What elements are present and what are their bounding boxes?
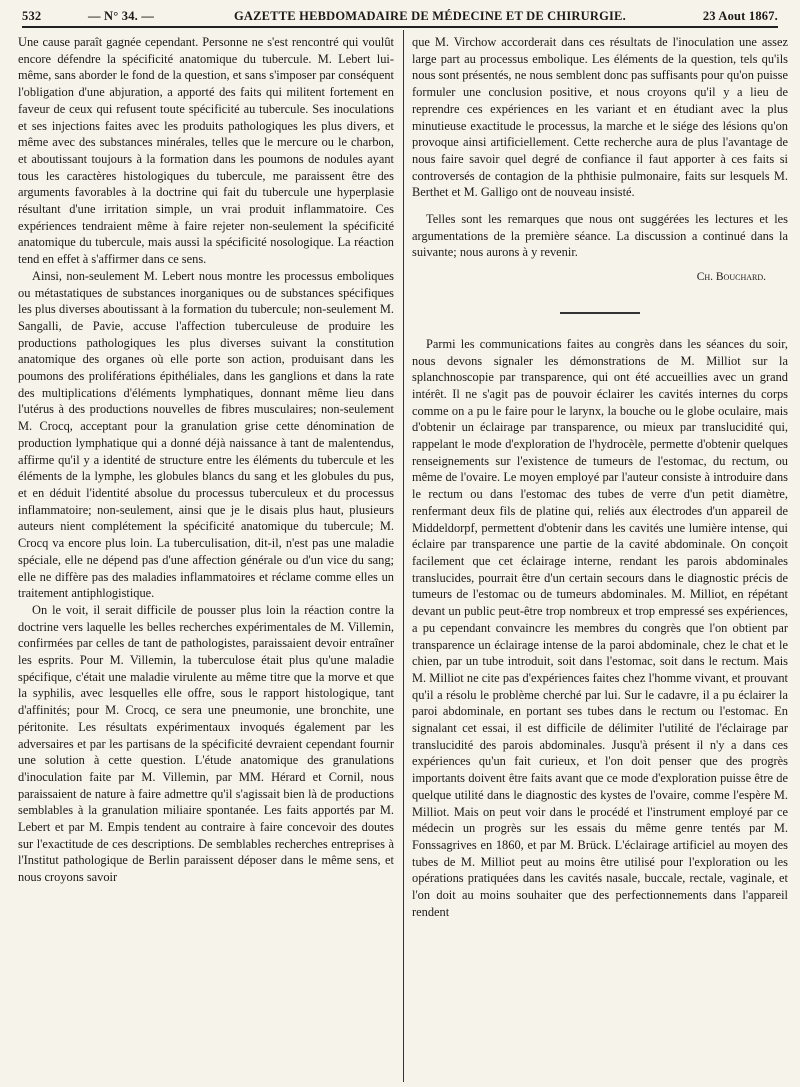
paragraph: que M. Virchow accorderait dans ces résultats de l'inoculation une assez large part au processus embolique. Les éléments de la question, tels qu'ils nous sont présentés, ne nous semblent donc pas suffisants pour qu'on puisse formuler une conclusion positive, et nous croyons qu'il y a lieu de reprendre ces expériences en les variant et en étudiant avec la plus minutieuse exactitude le processus, la marche et le siége des lésions qu'on provoque ainsi artificiellement. Cette recherche aura de plus l'avantage de nous faire savoir quel degré de confiance il faut apporter à ces faits si controversés de contagion de la phthisie pulmonaire, faits sur lesquels M. Berthet et M. Galligo ont de nouveau insisté. — [412, 35, 788, 200]
right-column — [412, 34, 788, 920]
issue-date: 23 Aout 1867. — [702, 9, 778, 23]
page-number: 532 — [22, 9, 42, 23]
author-signature: Ch. Bouchard. — [696, 271, 766, 284]
issue-number: — N° 34. — — [88, 9, 155, 23]
paragraph: Ainsi, non-seulement M. Lebert nous montre les processus emboliques ou métastatiques de substances inorganiques ou de substances spécifiques les plus diverses aboutissant à la formation du tubercule; non-seulement M. Sangalli, de Pavie, accuse l'affection tuberculeuse de produire les productions pathologiques les plus diverses suivant la constitution anatomique des organes où elle porte son action, produisant dans les poumons des proliférations épithéliales, dans les ganglions et dans la rate des multiplications d'éléments lymphatiques, donnant même lieu dans l'utérus à des productions nouvelles de fibres musculaires; non-seulement M. Crocq, acceptant pour la granulation grise cette dénomination de production lymphatique qui a donné déjà naissance à tant de malentendus, affirme qu'il y a identité de structure entre les éléments du tubercule et les éléments de la lymphe, les globules blancs du sang et les globules du pus, et en déduit l'identité absolue du processus tuberculeux et du processus inflammatoire; non-seulement, ainsi que je le disais plus haut, plusieurs auteurs nient complétement la spécificité anatomique du tubercule; M. Crocq va encore plus loin. La tuberculisation, dit-il, n'est pas une maladie spéciale, elle ne dépend pas d'une affection générale ou d'un vice du sang; elle ne diffère pas des maladies inflammatoires et réclame comme elles un traitement antiphlogistique. — [18, 268, 394, 601]
header-rule — [22, 26, 778, 28]
paragraph: Parmi les communications faites au congrès dans les séances du soir, nous devons signaler les démonstrations de M. Milliot sur la splanchnoscopie par transparence, qui ont été accueillies avec un grand intérêt. Il ne s'agit pas de pouvoir éclairer les cavités internes du corps comme on a pu le faire pour le larynx, la bouche ou le globe oculaire, mais d'obtenir un éclairage par transparence, ou mieux par translucidité qui, rappelant le mode d'exploration de l'hydrocèle, permette d'obtenir quelques renseignements sur l'existence de tumeurs de l'estomac, du rectum, ou même de l'ovaire. Le moyen employé par l'auteur consiste à introduire dans le rectum ou dans l'estomac des tubes de verre d'un petit diamètre, renfermant deux fils de platine qui, reliés aux électrodes d'un appareil de Middeldorpf, permettent d'obtenir dans les cavités une lumière intense, qui éclaire par transparence une partie de la cavité abdominale. On conçoit facilement que cet éclairage interne, rendant les parois abdominales translucides, pourrait être d'un certain secours dans le diagnostic précis de tumeurs de l'estomac ou de tumeurs abdominales. M. Milliot, en répétant devant un public peut-être trop nombreux et trop empressé ses expériences, a pu cependant convaincre les membres du congrès que l'on obtient par transparence un éclairage intense de la paroi abdominale, chez le chat et le chien, par un tube introduit, soit dans l'estomac, soit dans le rectum. Mais M. Milliot ne cite pas d'expériences faites chez l'homme vivant, et prouvant qu'il a résolu le problème cherché par lui. Sur le cadavre, il a pu éclairer la paroi abdominale, en portant ses tubes dans le rectum ou l'estomac. En signalant cet essai, il est difficile de délimiter l'utilité de l'éclairage par translucidité des parois abdominales. Jusqu'à présent il n'y a dans ces expériences qu'un fait curieux, et l'on doit penser que des progrès importants doivent être faits avant que ce mode d'exploration puisse être de quelque utilité dans le diagnostic des kystes de l'ovaire, comme l'espère M. Milliot. Mais on peut voir dans le procédé et l'instrument employé par ce médecin un progrès sur les essais du même genre tentés par M. Fonssagrives en 1860, et par M. Brück. L'éclairage artificiel au moyen des tubes de M. Milliot peut au moins être utilisé pour l'exploration ou les opérations pratiquées dans les cavités nasale, buccale, rectale, vaginale, et l'on doit au moins souhaiter que des perfectionnements dans l'appareil rendent — [412, 336, 788, 919]
section-separator — [560, 312, 640, 314]
newspaper-page — [16, 0, 788, 1087]
column-divider — [403, 30, 404, 1082]
journal-title: GAZETTE HEBDOMADAIRE DE MÉDECINE ET DE CHIRURGIE. — [234, 9, 626, 23]
paragraph: On le voit, il serait difficile de pousser plus loin la réaction contre la doctrine vers laquelle les belles recherches expérimentales de M. Villemin, confirmées par celles de tant de pathologistes, paraissaient devoir entraîner les esprits. Pour M. Villemin, la tuberculose était plus qu'une maladie spécifique, c'était une maladie virulente au même titre que la morve et que la syphilis, avec lesquelles elle offre, sous le rapport histologique, tant d'affinités; pour M. Crocq, ce sera une pneumonie, une bronchite, une péritonite. Les résultats expérimentaux invoqués également par les adversaires et par les partisans de la spécificité devraient cependant fournir une solution à cette question. L'étude anatomique des granulations d'inoculation faite par M. Villemin, par MM. Hérard et Cornil, nous paraissaient de nature à faire admettre qu'il s'agissait bien là de productions semblables à la granulation miliaire spontanée. Les faits apportés par M. Lebert et par M. Empis tendent au contraire à faire concevoir des doutes sur l'exactitude de ces descriptions. De semblables recherches entreprises à l'Institut pathologique de Berlin paraissent déposer dans le même sens, et nous croyons savoir — [18, 602, 394, 885]
left-column — [18, 34, 394, 886]
page-header — [22, 5, 778, 27]
paragraph: Telles sont les remarques que nous ont suggérées les lectures et les argumentations de la première séance. La discussion a continué dans la suivante; nous aurons à y revenir. — [412, 212, 788, 260]
paragraph: Une cause paraît gagnée cependant. Personne ne s'est rencontré qui voulût encore défendre la spécificité anatomique du tubercule. M. Lebert lui-même, sans aborder le fond de la question, et sans s'imposer par conséquent l'obligation d'une abjuration, a apporté des faits qui militent fortement en faveur de ceux qui refusent toute spécificité au tubercule. Ses inoculations et ses injections faites avec les produits pathologiques les plus divers, et même avec des substances minérales, telles que le mercure ou le charbon, et aboutissant toujours à la formation dans les poumons de nodules ayant tous les caractères histologiques du tubercule, me paraissent être des arguments favorables à la doctrine qui fait du tubercule une hyperplasie résultant d'une irritation simple, un vrai produit inflammatoire. Ces expériences tendraient même à faire rejeter non-seulement la spécificité anatomique du tubercule, mais aussi la spécificité nosologique. La réaction tend en effet à s'affirmer dans ce sens. — [18, 35, 394, 267]
